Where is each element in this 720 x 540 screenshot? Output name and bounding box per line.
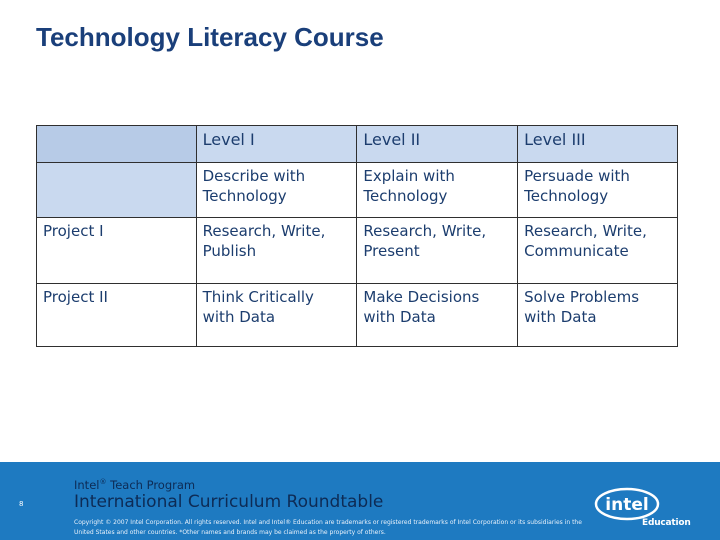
table-cell: Think Critically with Data — [196, 284, 357, 347]
table-cell: Persuade with Technology — [518, 163, 678, 218]
page-number: 8 — [19, 500, 24, 508]
table-header-row — [37, 126, 678, 163]
copyright-notice: Copyright © 2007 Intel Corporation. All rights reserved. Intel and Intel® Education are trademarks or registered trademarks of Intel Corporation or its subsidiaries in the United States and other countries. *Other names and brands may be claimed as the property of others. — [74, 519, 582, 536]
row-label-cell: Project II — [37, 284, 197, 347]
course-levels-table — [36, 125, 678, 347]
table-cell: Research, Write, Communicate — [518, 218, 678, 284]
row-label-cell: Project I — [37, 218, 197, 284]
table-header-cell — [37, 126, 197, 163]
program-name-brand: Intel — [74, 478, 100, 492]
table-row — [37, 218, 678, 284]
table-cell: Explain with Technology — [357, 163, 518, 218]
table-cell: Describe with Technology — [196, 163, 357, 218]
intel-logo-icon — [594, 486, 662, 522]
table-cell: Solve Problems with Data — [518, 284, 678, 347]
logo-subtext: Education — [642, 518, 691, 528]
slide-title: Technology Literacy Course — [36, 22, 384, 52]
logo-text: intel — [605, 495, 649, 515]
roundtable-title: International Curriculum Roundtable — [74, 492, 384, 512]
table-row — [37, 163, 678, 218]
footer-bar — [0, 462, 720, 540]
intel-education-logo — [590, 484, 690, 534]
table-header-cell: Level I — [196, 126, 357, 163]
table-cell: Research, Write, Present — [357, 218, 518, 284]
registered-mark: ® — [99, 478, 107, 487]
table-header-cell: Level III — [518, 126, 678, 163]
table-header-cell: Level II — [357, 126, 518, 163]
program-name — [74, 478, 195, 492]
table-cell — [37, 163, 197, 218]
program-name-rest: Teach Program — [106, 478, 196, 492]
table-cell: Make Decisions with Data — [357, 284, 518, 347]
table-cell: Research, Write, Publish — [196, 218, 357, 284]
table-row — [37, 284, 678, 347]
